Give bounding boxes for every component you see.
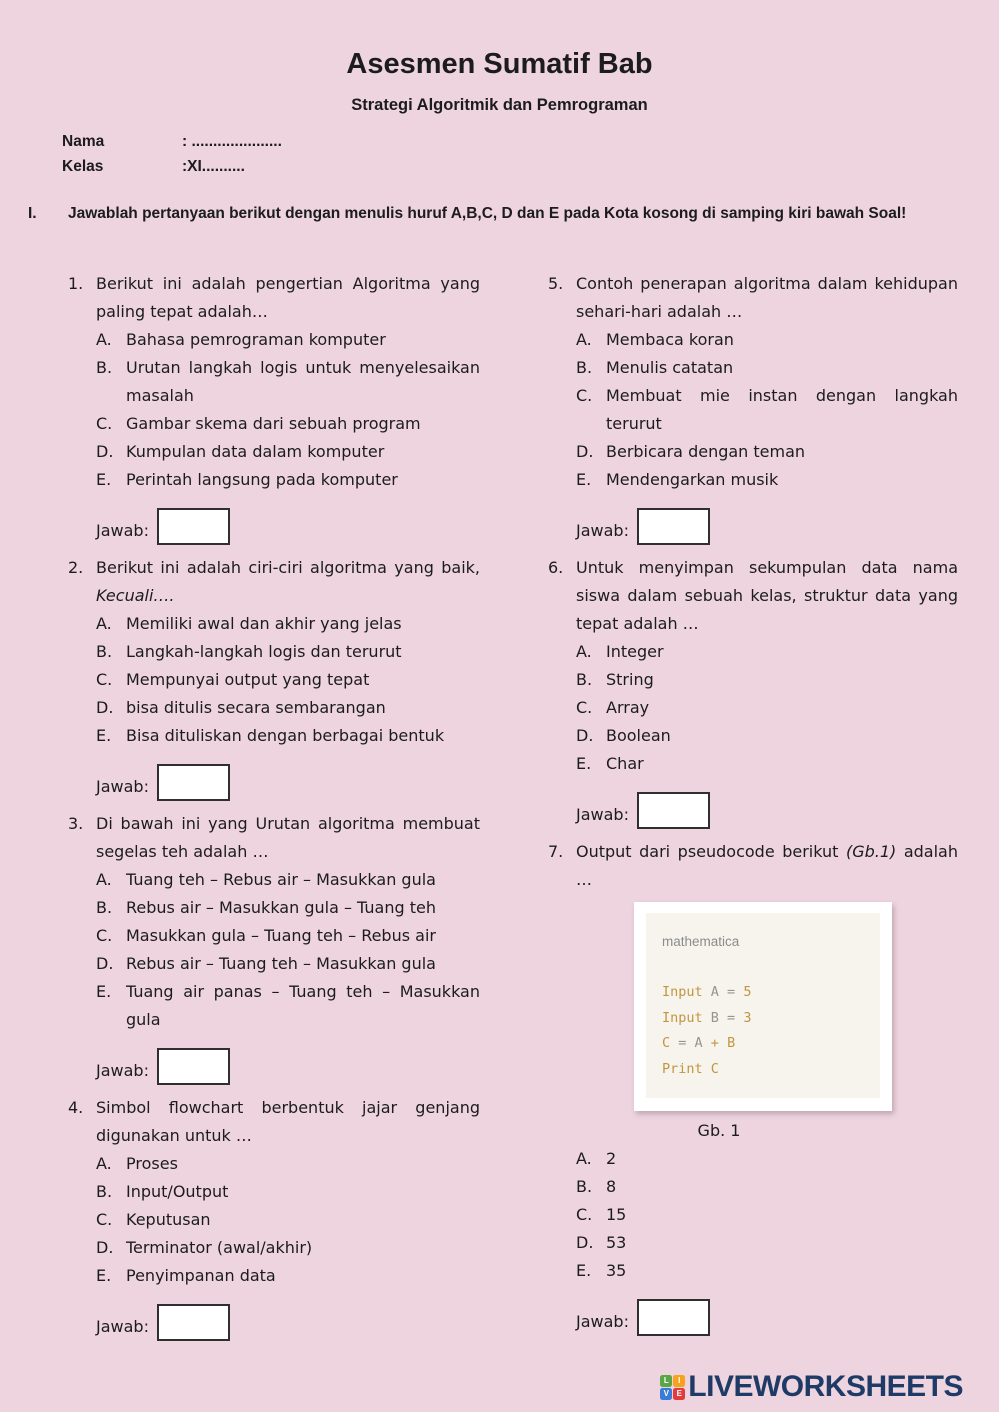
question-text-italic: (Gb.1) (845, 842, 897, 861)
name-label: Nama (62, 133, 105, 150)
code-token: A (710, 984, 728, 1000)
option-letter: E. (96, 1266, 112, 1285)
question-number: 4. (68, 1098, 84, 1117)
code-token: Input (662, 1009, 711, 1026)
option-letter: A. (576, 642, 592, 661)
question-number: 6. (548, 558, 564, 577)
code-token: + (710, 1035, 728, 1051)
question-number: 3. (68, 814, 84, 833)
answer-box-q3[interactable] (157, 1048, 230, 1085)
question-head (68, 1094, 480, 1150)
option-text: Menulis catatan (606, 358, 734, 377)
question-4 (68, 1094, 480, 1341)
code-token: C (662, 1035, 679, 1051)
option-row (576, 1173, 958, 1201)
jawab-row (576, 1289, 958, 1336)
class-field-row (0, 154, 999, 179)
option-letter: B. (96, 1182, 113, 1201)
option-row (96, 722, 480, 750)
option-letter: E. (576, 470, 592, 489)
code-token: = (678, 1035, 695, 1051)
section-instruction-row (0, 179, 999, 228)
code-token: C (710, 1060, 719, 1077)
option-row (96, 866, 480, 894)
option-row (96, 326, 480, 354)
option-text: Membuat mie instan dengan langkah terurut (606, 386, 958, 433)
option-row (576, 354, 958, 382)
option-letter: D. (576, 726, 594, 745)
question-2 (68, 554, 480, 801)
option-letter: D. (96, 1238, 114, 1257)
option-text: Berbicara dengan teman (606, 442, 806, 461)
option-row (576, 326, 958, 354)
option-text: Urutan langkah logis untuk menyelesaikan masalah (126, 358, 480, 405)
option-letter: E. (576, 1261, 592, 1280)
answer-box-q4[interactable] (157, 1304, 230, 1341)
option-row (96, 410, 480, 438)
option-row (96, 922, 480, 950)
option-letter: A. (96, 870, 112, 889)
code-figure (634, 902, 892, 1111)
jawab-label: Jawab: (96, 777, 149, 796)
option-row (576, 1145, 958, 1173)
option-text: Boolean (606, 726, 671, 745)
code-line (662, 1006, 864, 1032)
question-text-part: Output dari pseudocode berikut (576, 842, 846, 861)
jawab-label: Jawab: (96, 1317, 149, 1336)
question-text (576, 270, 958, 326)
question-text (576, 838, 958, 894)
question-head (548, 838, 958, 894)
page-subtitle: Strategi Algoritmik dan Pemrograman (351, 96, 648, 114)
option-letter: C. (576, 698, 593, 717)
option-text: Bisa dituliskan dengan berbagai bentuk (126, 726, 445, 745)
option-letter: A. (576, 1149, 592, 1168)
option-letter: D. (576, 442, 594, 461)
question-text (576, 554, 958, 638)
question-text (96, 810, 480, 866)
question-number: 5. (548, 274, 564, 293)
question-text-part: Berikut ini adalah ciri-ciri algoritma yang baik, (96, 558, 480, 577)
option-text: Tuang air panas – Tuang teh – Masukkan gula (126, 982, 480, 1029)
option-row (96, 1262, 480, 1290)
option-letter: E. (96, 726, 112, 745)
option-text: 8 (606, 1177, 617, 1196)
jawab-row (96, 1038, 480, 1085)
class-label: Kelas (62, 158, 104, 175)
logo-tile-I: I (673, 1375, 685, 1387)
question-body (96, 866, 480, 1085)
question-text-part: adalah … (576, 842, 959, 889)
option-letter: B. (576, 670, 593, 689)
option-row (96, 1234, 480, 1262)
option-text: Membaca koran (606, 330, 734, 349)
option-letter: B. (576, 1177, 593, 1196)
code-line (662, 1031, 864, 1057)
option-text: 15 (606, 1205, 627, 1224)
option-letter: B. (96, 358, 113, 377)
code-token: B (727, 1035, 736, 1051)
option-text: Keputusan (126, 1210, 211, 1229)
answer-box-q1[interactable] (157, 508, 230, 545)
question-1 (68, 270, 480, 545)
code-language-label: mathematica (662, 934, 740, 949)
option-text: 35 (606, 1261, 627, 1280)
option-letter: C. (96, 414, 113, 433)
section-numeral: I. (28, 205, 37, 222)
liveworksheets-wordmark: LIVEWORKSHEETS (688, 1370, 963, 1403)
question-body (576, 326, 958, 545)
option-letter: C. (96, 670, 113, 689)
option-letter: B. (576, 358, 593, 377)
jawab-row (96, 498, 480, 545)
option-row (96, 354, 480, 410)
option-text: Bahasa pemrograman komputer (126, 330, 386, 349)
option-letter: A. (96, 614, 112, 633)
option-text: Kumpulan data dalam komputer (126, 442, 385, 461)
logo-tile-L: L (660, 1375, 672, 1387)
logo-tile-E: E (673, 1388, 685, 1400)
code-token: A (694, 1035, 711, 1051)
question-head (68, 810, 480, 866)
code-token: B (710, 1009, 728, 1026)
option-text: Terminator (awal/akhir) (126, 1238, 313, 1257)
option-row (576, 1201, 958, 1229)
jawab-label: Jawab: (576, 521, 629, 540)
option-letter: D. (96, 442, 114, 461)
code-token: Print (662, 1060, 711, 1077)
question-6 (548, 554, 958, 829)
option-letter: E. (96, 982, 112, 1001)
option-text: Masukkan gula – Tuang teh – Rebus air (126, 926, 436, 945)
option-letter: C. (576, 1205, 593, 1224)
option-letter: E. (576, 754, 592, 773)
option-text: Mendengarkan musik (606, 470, 779, 489)
questions-column-left (68, 270, 480, 1350)
questions-area (0, 228, 999, 1350)
option-row (96, 638, 480, 666)
code-line (662, 980, 864, 1006)
option-letter: A. (96, 1154, 112, 1173)
option-text: Rebus air – Masukkan gula – Tuang teh (126, 898, 436, 917)
code-token: 5 (743, 984, 752, 1000)
question-body (96, 326, 480, 545)
option-row (96, 894, 480, 922)
option-text: Memiliki awal dan akhir yang jelas (126, 614, 402, 633)
question-text (96, 554, 480, 610)
option-letter: A. (96, 330, 112, 349)
option-row (96, 950, 480, 978)
question-7 (548, 838, 958, 1336)
figure-caption: Gb. 1 (697, 1121, 741, 1140)
option-text: 53 (606, 1233, 627, 1252)
question-text (96, 270, 480, 326)
question-text-italic: Kecuali…. (96, 586, 175, 605)
option-row (576, 438, 958, 466)
question-number: 2. (68, 558, 84, 577)
jawab-label: Jawab: (576, 1312, 629, 1331)
question-body (576, 902, 958, 1336)
option-letter: A. (576, 330, 592, 349)
option-row (576, 1229, 958, 1257)
option-text: Penyimpanan data (126, 1266, 276, 1285)
name-dotted-line: : ..................... (182, 133, 282, 150)
answer-box-q5[interactable] (637, 508, 710, 545)
option-row (576, 694, 958, 722)
option-row (96, 666, 480, 694)
code-token: = (727, 1009, 744, 1026)
option-text: Integer (606, 642, 664, 661)
option-text: Langkah-langkah logis dan terurut (126, 642, 402, 661)
answer-box-q7[interactable] (637, 1299, 710, 1336)
option-letter: D. (576, 1233, 594, 1252)
option-row (576, 466, 958, 494)
option-text: Proses (126, 1154, 178, 1173)
option-text: Gambar skema dari sebuah program (126, 414, 421, 433)
jawab-label: Jawab: (96, 1061, 149, 1080)
option-letter: E. (96, 470, 112, 489)
question-text-part: Berikut ini adalah pengertian Algoritma yang paling tepat adalah… (96, 274, 480, 321)
question-head (548, 554, 958, 638)
option-text: 2 (606, 1149, 617, 1168)
option-letter: B. (96, 898, 113, 917)
jawab-label: Jawab: (576, 805, 629, 824)
question-text-part: Simbol flowchart berbentuk jajar genjang digunakan untuk … (96, 1098, 480, 1145)
jawab-row (96, 1294, 480, 1341)
logo-tile-V: V (660, 1388, 672, 1400)
jawab-row (576, 782, 958, 829)
option-row (96, 466, 480, 494)
option-row (96, 694, 480, 722)
option-row (96, 1206, 480, 1234)
option-letter: C. (96, 1210, 113, 1229)
option-letter: C. (576, 386, 593, 405)
question-text (96, 1094, 480, 1150)
question-body (576, 638, 958, 829)
option-letter: D. (96, 954, 114, 973)
option-text: Char (606, 754, 644, 773)
option-text: bisa ditulis secara sembarangan (126, 698, 386, 717)
option-row (96, 438, 480, 466)
option-row (96, 978, 480, 1034)
questions-column-right (548, 270, 958, 1345)
jawab-label: Jawab: (96, 521, 149, 540)
option-text: Array (606, 698, 650, 717)
question-5 (548, 270, 958, 545)
option-row (576, 666, 958, 694)
question-text-part: Contoh penerapan algoritma dalam kehidupan sehari-hari adalah … (576, 274, 958, 321)
option-row (96, 1150, 480, 1178)
question-body (96, 1150, 480, 1341)
question-3 (68, 810, 480, 1085)
jawab-row (576, 498, 958, 545)
option-text: Input/Output (126, 1182, 229, 1201)
question-text-part: Untuk menyimpan sekumpulan data nama siswa dalam sebuah kelas, struktur data yang tepat adalah … (576, 558, 958, 633)
question-head (548, 270, 958, 326)
code-line (662, 1057, 864, 1083)
option-letter: D. (96, 698, 114, 717)
option-row (576, 638, 958, 666)
option-text: Rebus air – Tuang teh – Masukkan gula (126, 954, 436, 973)
code-figure-body (646, 913, 880, 1098)
question-head (68, 270, 480, 326)
option-row (576, 750, 958, 778)
option-text: Tuang teh – Rebus air – Masukkan gula (126, 870, 436, 889)
question-number: 7. (548, 842, 564, 861)
jawab-row (96, 754, 480, 801)
question-number: 1. (68, 274, 84, 293)
question-text-part: Di bawah ini yang Urutan algoritma membuat segelas teh adalah … (96, 814, 480, 861)
option-text: String (606, 670, 654, 689)
class-dotted-line: :XI.......... (182, 158, 245, 175)
option-row (576, 1257, 958, 1285)
option-row (96, 610, 480, 638)
code-token: Input (662, 984, 711, 1000)
option-letter: C. (96, 926, 113, 945)
option-row (576, 382, 958, 438)
answer-box-q2[interactable] (157, 764, 230, 801)
page-title: Asesmen Sumatif Bab (346, 48, 653, 80)
liveworksheets-icon (660, 1375, 685, 1400)
question-body (96, 610, 480, 801)
option-text: Mempunyai output yang tepat (126, 670, 370, 689)
option-row (576, 722, 958, 750)
code-token: 3 (743, 1009, 752, 1026)
question-head (68, 554, 480, 610)
section-instruction: Jawablah pertanyaan berikut dengan menulis huruf A,B,C, D dan E pada Kota kosong di samping kiri bawah Soal! (68, 205, 907, 222)
option-letter: B. (96, 642, 113, 661)
name-field-row (0, 129, 999, 154)
code-token: = (727, 984, 744, 1000)
liveworksheets-logo (660, 1370, 963, 1404)
option-row (96, 1178, 480, 1206)
answer-box-q6[interactable] (637, 792, 710, 829)
option-text: Perintah langsung pada komputer (126, 470, 398, 489)
